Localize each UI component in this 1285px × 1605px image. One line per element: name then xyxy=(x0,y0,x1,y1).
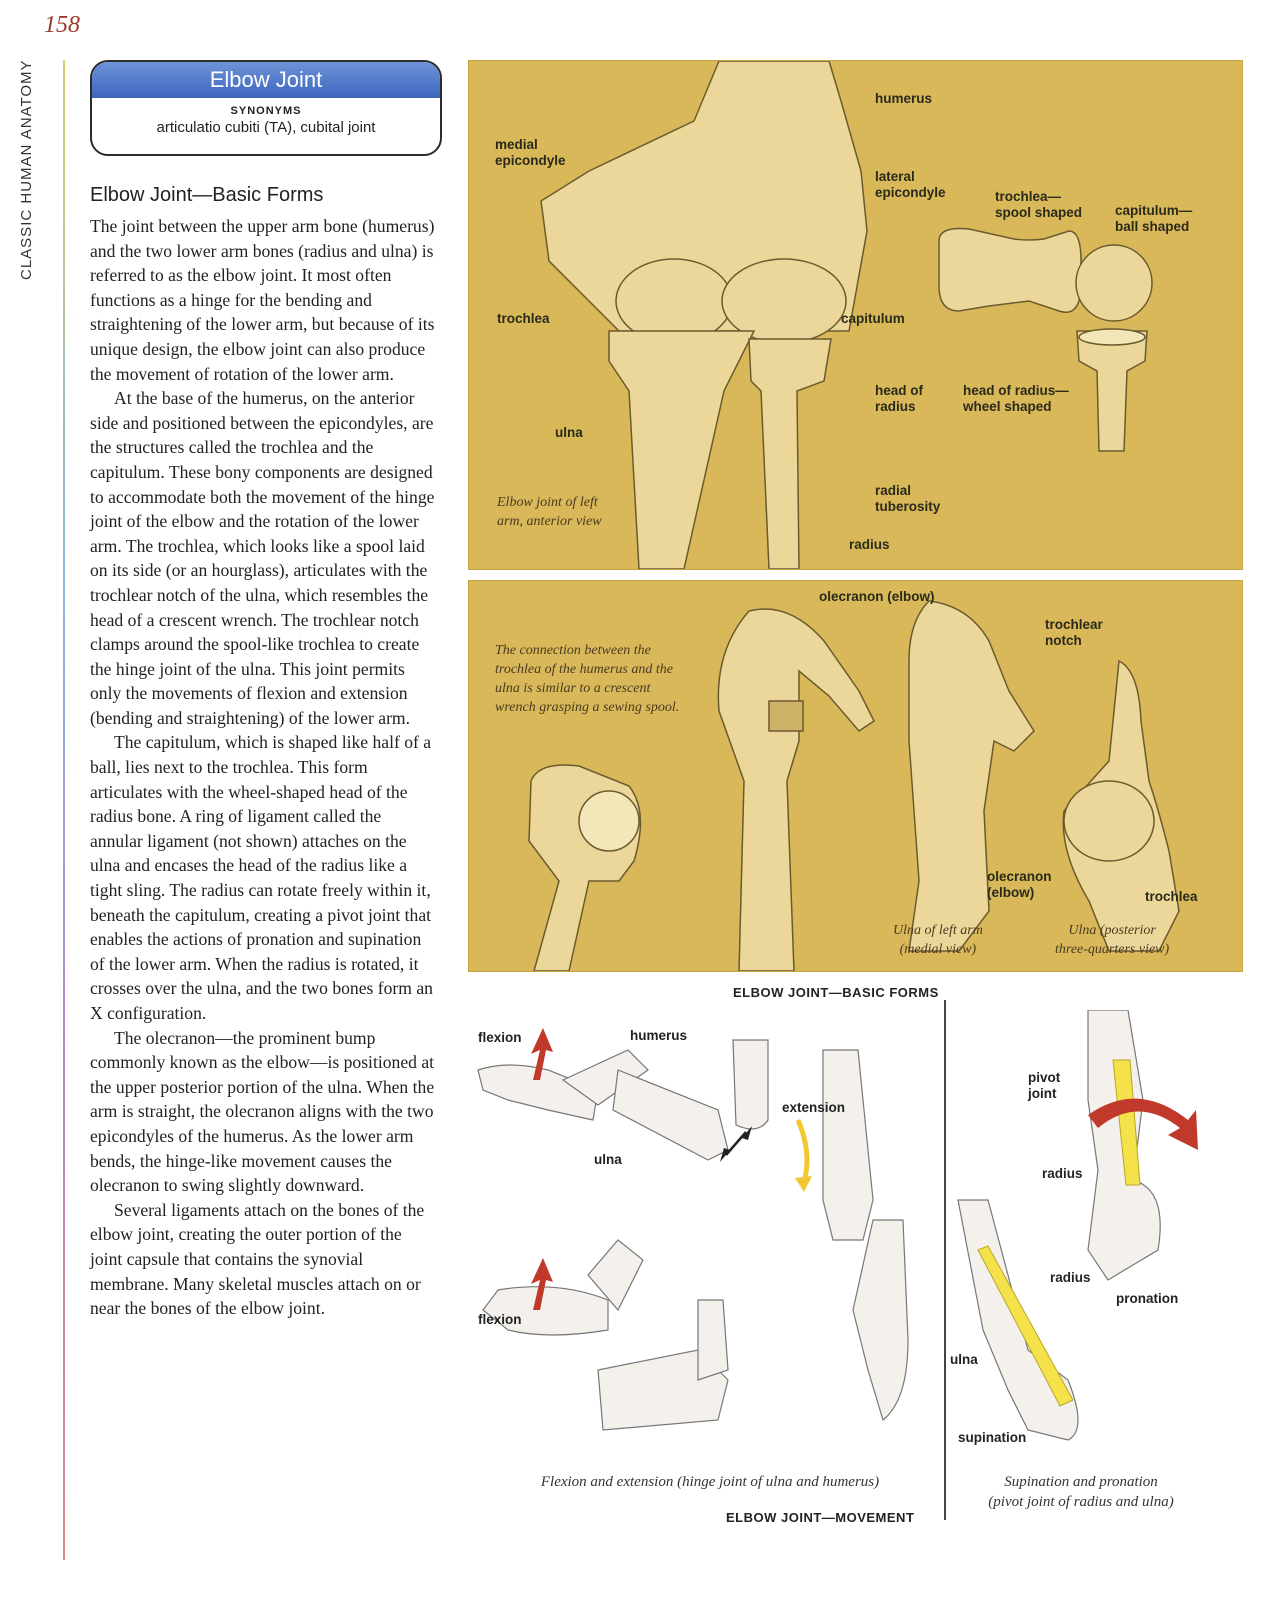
label-trochlear-notch: trochlear notch xyxy=(1045,617,1103,648)
wrench-analogy-note: The connection between the trochlea of the humerus and the ulna is similar to a crescent wrench grasping a sewing spool. xyxy=(495,643,680,715)
paragraph: Several ligaments attach on the bones of the elbow joint, creating the outer portion of the joint capsule that contains the synovial membrane. Many skeletal muscles attach on or near the bones of the elbow joint. xyxy=(90,1199,425,1319)
label-pronation: pronation xyxy=(1116,1291,1179,1306)
synonym-box-title: Elbow Joint xyxy=(92,62,440,98)
label-extension: extension xyxy=(782,1100,846,1115)
figure-title-basic-forms: ELBOW JOINT—BASIC FORMS xyxy=(733,985,939,1000)
label-ulna-pivot: ulna xyxy=(950,1352,978,1367)
figure-wrench-panel xyxy=(468,580,1243,972)
label-lateral-epicondyle: lateral epicondyle xyxy=(875,169,946,200)
paragraph: The joint between the upper arm bone (humerus) and the two lower arm bones (radius and ulna) is referred to as the elbow joint. It most often functions as a hinge for the bending and straightening of the lower arm, but because of its unique design, the elbow joint can also produce the movement of rotation of the lower arm. xyxy=(90,216,435,384)
label-ulna-movement: ulna xyxy=(594,1152,622,1167)
label-olecranon-elbow-posterior: olecranon (elbow) xyxy=(987,869,1052,900)
label-radius-top: radius xyxy=(1042,1166,1083,1181)
caption-anterior-view: Elbow joint of left arm, anterior view xyxy=(497,495,602,529)
label-head-of-radius: head of radius xyxy=(875,383,924,414)
label-humerus: humerus xyxy=(875,91,933,106)
paragraph: The olecranon—the prominent bump commonly known as the elbow—is positioned at the upper posterior portion of the ulna. When the arm is straight, the olecranon aligns with the two epicondyles of the humerus. As the lower arm bends, the hinge-like movement causes the olecranon to swing slightly downward. xyxy=(90,1027,435,1196)
label-capitulum: capitulum xyxy=(841,311,905,326)
label-supination: supination xyxy=(958,1430,1027,1445)
margin-rule xyxy=(63,60,65,1560)
label-pivot-joint: pivot joint xyxy=(1028,1070,1061,1101)
label-ulna: ulna xyxy=(555,425,583,440)
label-radial-tuberosity: radial tuberosity xyxy=(875,483,941,514)
caption-pivot-joint: Supination and pronation (pivot joint of radius and ulna) xyxy=(988,1474,1174,1510)
label-trochlea: trochlea xyxy=(497,311,550,326)
caption-ulna-posterior: Ulna (posterior three-quarters view) xyxy=(1055,923,1170,957)
figure-anterior-panel xyxy=(468,60,1243,570)
label-radius-bottom: radius xyxy=(1050,1270,1091,1285)
label-head-of-radius-wheel-shaped: head of radius— wheel shaped xyxy=(963,383,1069,414)
caption-hinge-joint: Flexion and extension (hinge joint of ulna and humerus) xyxy=(540,1474,880,1490)
label-humerus-movement: humerus xyxy=(630,1028,688,1043)
page-number: 158 xyxy=(44,12,80,38)
paragraph: At the base of the humerus, on the anterior side and positioned between the epicondyles, are the structures called the trochlea and the capitulum. These bony components are designed to accommodate both the movement of the hinge joint of the elbow and the rotation of the lower arm. The trochlea, which looks like a spool laid on its side (or an hourglass), articulates with the trochlear notch of the ulna, which resembles the head of a crescent wrench. The trochlear notch clamps around the spool-like trochlea to create the hinge joint of the ulna. This joint permits only the movements of flexion and extension (bending and straightening) of the lower arm. xyxy=(90,388,435,728)
synonym-box xyxy=(90,60,442,156)
synonyms-value: articulatio cubiti (TA), cubital joint xyxy=(156,119,376,136)
label-capitulum-ball-shaped: capitulum— ball shaped xyxy=(1115,203,1193,234)
running-head: CLASSIC HUMAN ANATOMY xyxy=(18,59,35,280)
section-title: Elbow Joint—Basic Forms xyxy=(90,184,324,206)
label-trochlea-posterior: trochlea xyxy=(1145,889,1198,904)
wrench-ulna-illustration xyxy=(469,581,1242,971)
label-trochlea-spool-shaped: trochlea— spool shaped xyxy=(995,189,1083,220)
label-medial-epicondyle: medial epicondyle xyxy=(495,137,566,168)
label-radius: radius xyxy=(849,537,890,552)
body-text xyxy=(90,214,435,1321)
caption-ulna-medial: Ulna of left arm (medial view) xyxy=(893,923,983,957)
synonyms-label: SYNONYMS xyxy=(230,105,302,117)
figure-title-movement: ELBOW JOINT—MOVEMENT xyxy=(726,1510,915,1525)
label-olecranon-elbow: olecranon (elbow) xyxy=(819,589,935,604)
movement-illustrations xyxy=(468,1010,1248,1540)
label-flexion-bottom: flexion xyxy=(478,1312,522,1327)
movement-divider xyxy=(944,1000,946,1520)
label-flexion-top: flexion xyxy=(478,1030,522,1045)
paragraph: The capitulum, which is shaped like half of a ball, lies next to the trochlea. This form articulates with the wheel-shaped head of the radius bone. A ring of ligament called the annular ligament (not shown) attaches on the ulna and encases the head of the radius like a tight sling. The radius can rotate freely within it, beneath the capitulum, creating a pivot joint that enables the actions of pronation and supination of the lower arm. When the radius is rotated, it crosses over the ulna, and the two bones form an X configuration. xyxy=(90,732,433,1023)
